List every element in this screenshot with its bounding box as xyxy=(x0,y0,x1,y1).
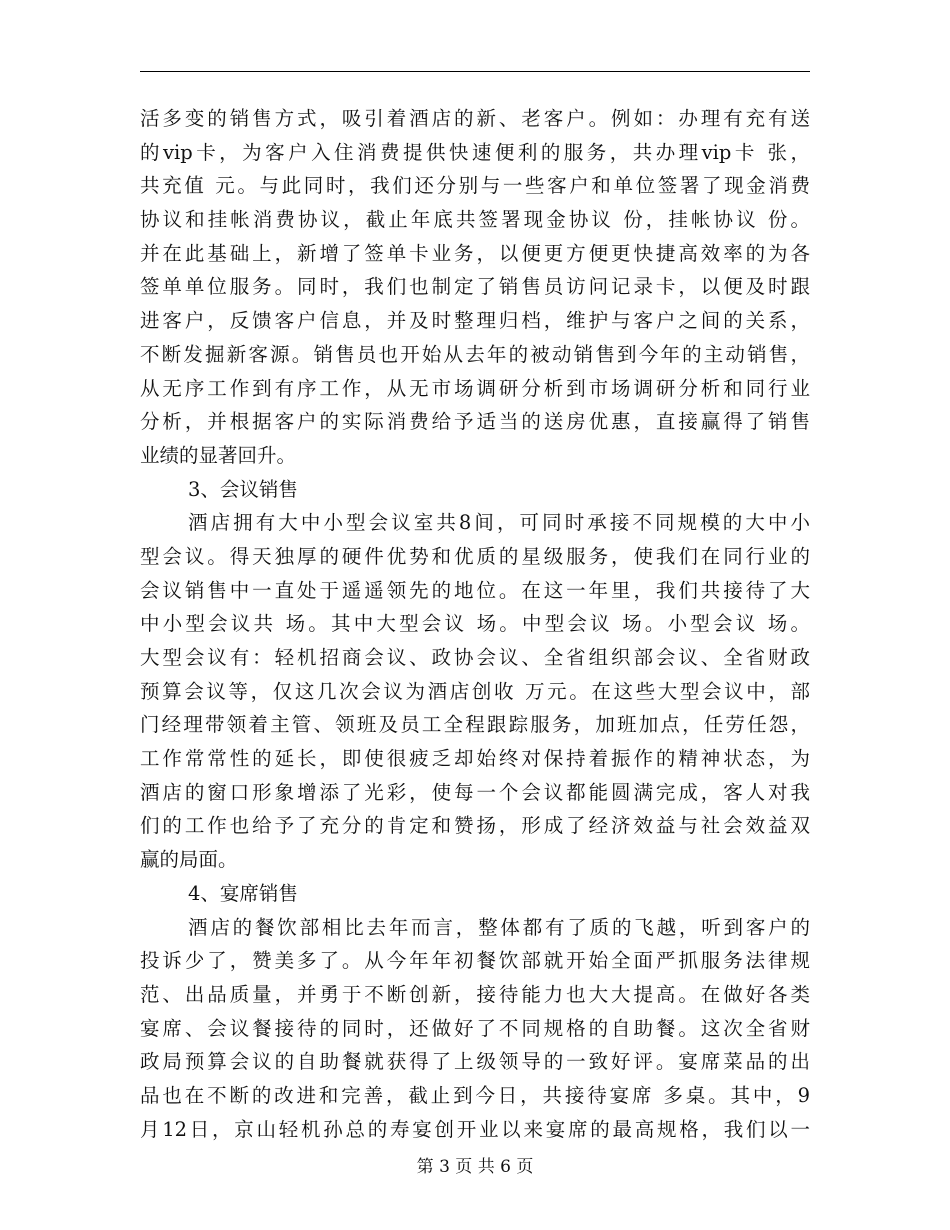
text-line: 业绩的显著回升。 xyxy=(140,443,297,467)
header-rule xyxy=(140,71,810,72)
text-line: 酒店拥有大中小型会议室共8间，可同时承接不同规模的大中小 xyxy=(188,511,810,535)
section-heading: 4、宴席销售 xyxy=(188,881,298,905)
text-line: 范、出品质量，并勇于不断创新，接待能力也大大提高。在做好各类 xyxy=(140,982,810,1006)
text-line: 中小型会议共 场。其中大型会议 场。中型会议 场。小型会议 场。 xyxy=(140,612,810,636)
text-line: 进客户，反馈客户信息，并及时整理归档，维护与客户之间的关系， xyxy=(140,309,810,333)
text-line: 共充值 元。与此同时，我们还分别与一些客户和单位签署了现金消费 xyxy=(140,174,810,198)
text-line: 门经理带领着主管、领班及员工全程跟踪服务，加班加点，任劳任怨， xyxy=(140,713,810,737)
text-line: 预算会议等，仅这几次会议为酒店创收 万元。在这些大型会议中，部 xyxy=(140,679,810,703)
text-line: 投诉少了，赞美多了。从今年年初餐饮部就开始全面严抓服务法律规 xyxy=(140,949,810,973)
text-line: 大型会议有：轻机招商会议、政协会议、全省组织部会议、全省财政 xyxy=(140,646,810,669)
text-line: 工作常常性的延长，即使很疲乏却始终对保持着振作的精神状态，为 xyxy=(140,747,810,771)
page-footer: 第 3 页 共 6 页 xyxy=(416,1157,534,1177)
text-line: 并在此基础上，新增了签单卡业务，以便更方便更快捷高效率的为各 xyxy=(140,241,810,265)
text-line: 会议销售中一直处于遥遥领先的地位。在这一年里，我们共接待了大 xyxy=(140,578,810,602)
text-line: 活多变的销售方式，吸引着酒店的新、老客户。例如：办理有充有送 xyxy=(140,107,810,130)
text-line: 从无序工作到有序工作，从无市场调研分析到市场调研分析和同行业 xyxy=(140,376,810,400)
text-line: 品也在不断的改进和完善，截止到今日，共接待宴席 多桌。其中，9 xyxy=(140,1083,810,1107)
section-heading: 3、会议销售 xyxy=(188,477,298,501)
text-line: 协议和挂帐消费协议，截止年底共签署现金协议 份，挂帐协议 份。 xyxy=(140,208,810,232)
text-line: 们的工作也给予了充分的肯定和赞扬，形成了经济效益与社会效益双 xyxy=(140,814,810,838)
text-line: 政局预算会议的自助餐就获得了上级领导的一致好评。宴席菜品的出 xyxy=(140,1050,810,1074)
text-line: 型会议。得天独厚的硬件优势和优质的星级服务，使我们在同行业的 xyxy=(140,544,810,568)
text-line: 赢的局面。 xyxy=(140,848,238,872)
text-line: 分析，并根据客户的实际消费给予适当的送房优惠，直接赢得了销售 xyxy=(140,410,810,434)
text-line: 酒店的窗口形象增添了光彩，使每一个会议都能圆满完成，客人对我 xyxy=(140,780,810,804)
text-line: 的vip卡，为客户入住消费提供快速便利的服务，共办理vip卡 张， xyxy=(140,140,810,164)
text-line: 不断发掘新客源。销售员也开始从去年的被动销售到今年的主动销售， xyxy=(140,342,810,366)
text-line: 月12日，京山轻机孙总的寿宴创开业以来宴席的最高规格，我们以一 xyxy=(140,1117,810,1141)
text-line: 宴席、会议餐接待的同时，还做好了不同规格的自助餐。这次全省财 xyxy=(140,1016,810,1040)
text-line: 签单单位服务。同时，我们也制定了销售员访问记录卡，以便及时跟 xyxy=(140,275,810,299)
document-body xyxy=(140,102,810,1146)
text-line: 酒店的餐饮部相比去年而言，整体都有了质的飞越，听到客户的 xyxy=(188,915,810,939)
